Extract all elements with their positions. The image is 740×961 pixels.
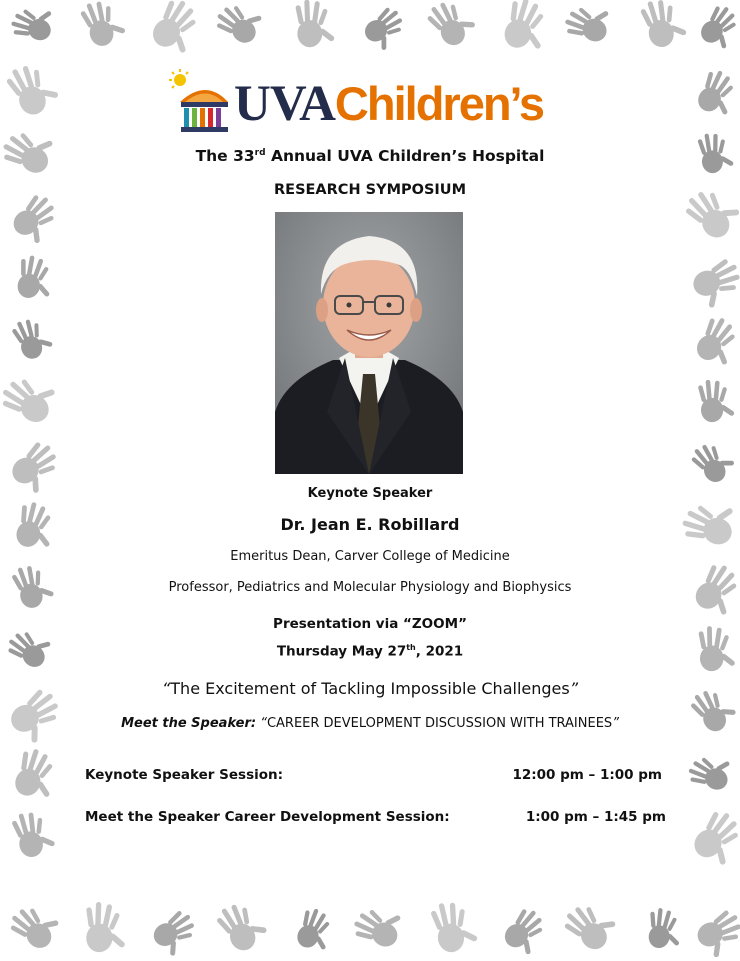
logo-wordmark: [234, 76, 543, 132]
uva-childrens-logo: [166, 68, 566, 138]
handprint-icon: [695, 1, 740, 54]
logo-childrens-text: Children’s: [334, 77, 543, 130]
handprint-icon: [5, 896, 65, 955]
handprint-icon: [10, 313, 56, 362]
handprint-icon: [12, 253, 58, 303]
handprint-icon: [423, 0, 480, 51]
event-title: [0, 147, 740, 165]
handprint-icon: [78, 0, 129, 50]
handprint-icon: [688, 435, 739, 488]
handprint-icon: [559, 894, 622, 957]
handprint-icon: [148, 907, 203, 961]
handprint-icon: [685, 747, 736, 795]
speaker-photo: [275, 212, 463, 474]
meet-open-quote: “: [256, 716, 267, 731]
handprint-icon: [429, 898, 480, 954]
handprint-icon: [698, 379, 736, 422]
event-subtitle: RESEARCH SYMPOSIUM: [274, 182, 466, 198]
handprint-icon: [638, 0, 689, 50]
meet-label: Meet the Speaker:: [121, 716, 257, 731]
talk-title: [0, 679, 740, 698]
handprint-icon: [349, 898, 407, 954]
handprint-icon: [359, 4, 412, 55]
hospital-building-with-sun-icon: [166, 68, 232, 134]
meet-the-speaker: [0, 716, 740, 731]
handprint-icon: [291, 905, 339, 956]
handprint-icon: [145, 0, 210, 60]
handprint-icon: [7, 190, 67, 249]
handprint-icon: [3, 57, 63, 120]
handprint-icon: [561, 0, 615, 48]
handprint-icon: [692, 907, 740, 961]
schedule-time: 1:00 pm – 1:45 pm: [525, 809, 666, 825]
schedule-time: 12:00 pm – 1:00 pm: [512, 767, 662, 783]
handprint-icon: [688, 256, 740, 313]
handprint-icon: [212, 0, 268, 50]
schedule-label: Meet the Speaker Career Development Session:: [85, 809, 450, 825]
handprint-icon: [498, 904, 554, 960]
presentation-format: Presentation via “ZOOM”: [273, 616, 467, 632]
date-pre: Thursday May 27: [276, 643, 407, 660]
handprint-icon: [8, 0, 57, 46]
handprint-icon: [691, 66, 740, 121]
title-ordinal-suffix: rd: [254, 147, 266, 158]
meet-close-quote: ”: [612, 716, 619, 731]
speaker-name: Dr. Jean E. Robillard: [280, 515, 460, 534]
event-date: [0, 643, 740, 660]
handprint-icon: [82, 901, 130, 955]
logo-uva-text: UVA: [234, 76, 335, 132]
date-post: , 2021: [415, 643, 464, 660]
title-line1-post: Annual UVA Children’s Hospital: [265, 147, 545, 165]
schedule-label: Keynote Speaker Session:: [85, 767, 284, 783]
handprint-icon: [644, 906, 685, 951]
handprint-icon: [8, 745, 64, 805]
title-line1-pre: The 33: [195, 147, 255, 165]
handprint-icon: [294, 0, 337, 48]
meet-text: CAREER DEVELOPMENT DISCUSSION WITH TRAINEES: [266, 716, 613, 731]
handprint-icon: [213, 895, 272, 956]
handprint-icon: [10, 808, 58, 860]
talk-close-quote: ”: [569, 679, 579, 698]
handprint-icon: [690, 312, 740, 371]
date-ordinal-suffix: th: [406, 643, 416, 652]
handprint-icon: [686, 806, 740, 872]
speaker-affiliation-1: Emeritus Dean, Carver College of Medicine: [230, 549, 510, 564]
talk-open-quote: “: [161, 679, 171, 698]
keynote-speaker-label: Keynote Speaker: [307, 486, 433, 501]
handprint-icon: [497, 0, 556, 57]
handprint-icon: [0, 366, 62, 431]
speaker-affiliation-2: Professor, Pediatrics and Molecular Physiology and Biophysics: [168, 580, 572, 595]
talk-title-text: The Excitement of Tackling Impossible Challenges: [170, 679, 570, 698]
